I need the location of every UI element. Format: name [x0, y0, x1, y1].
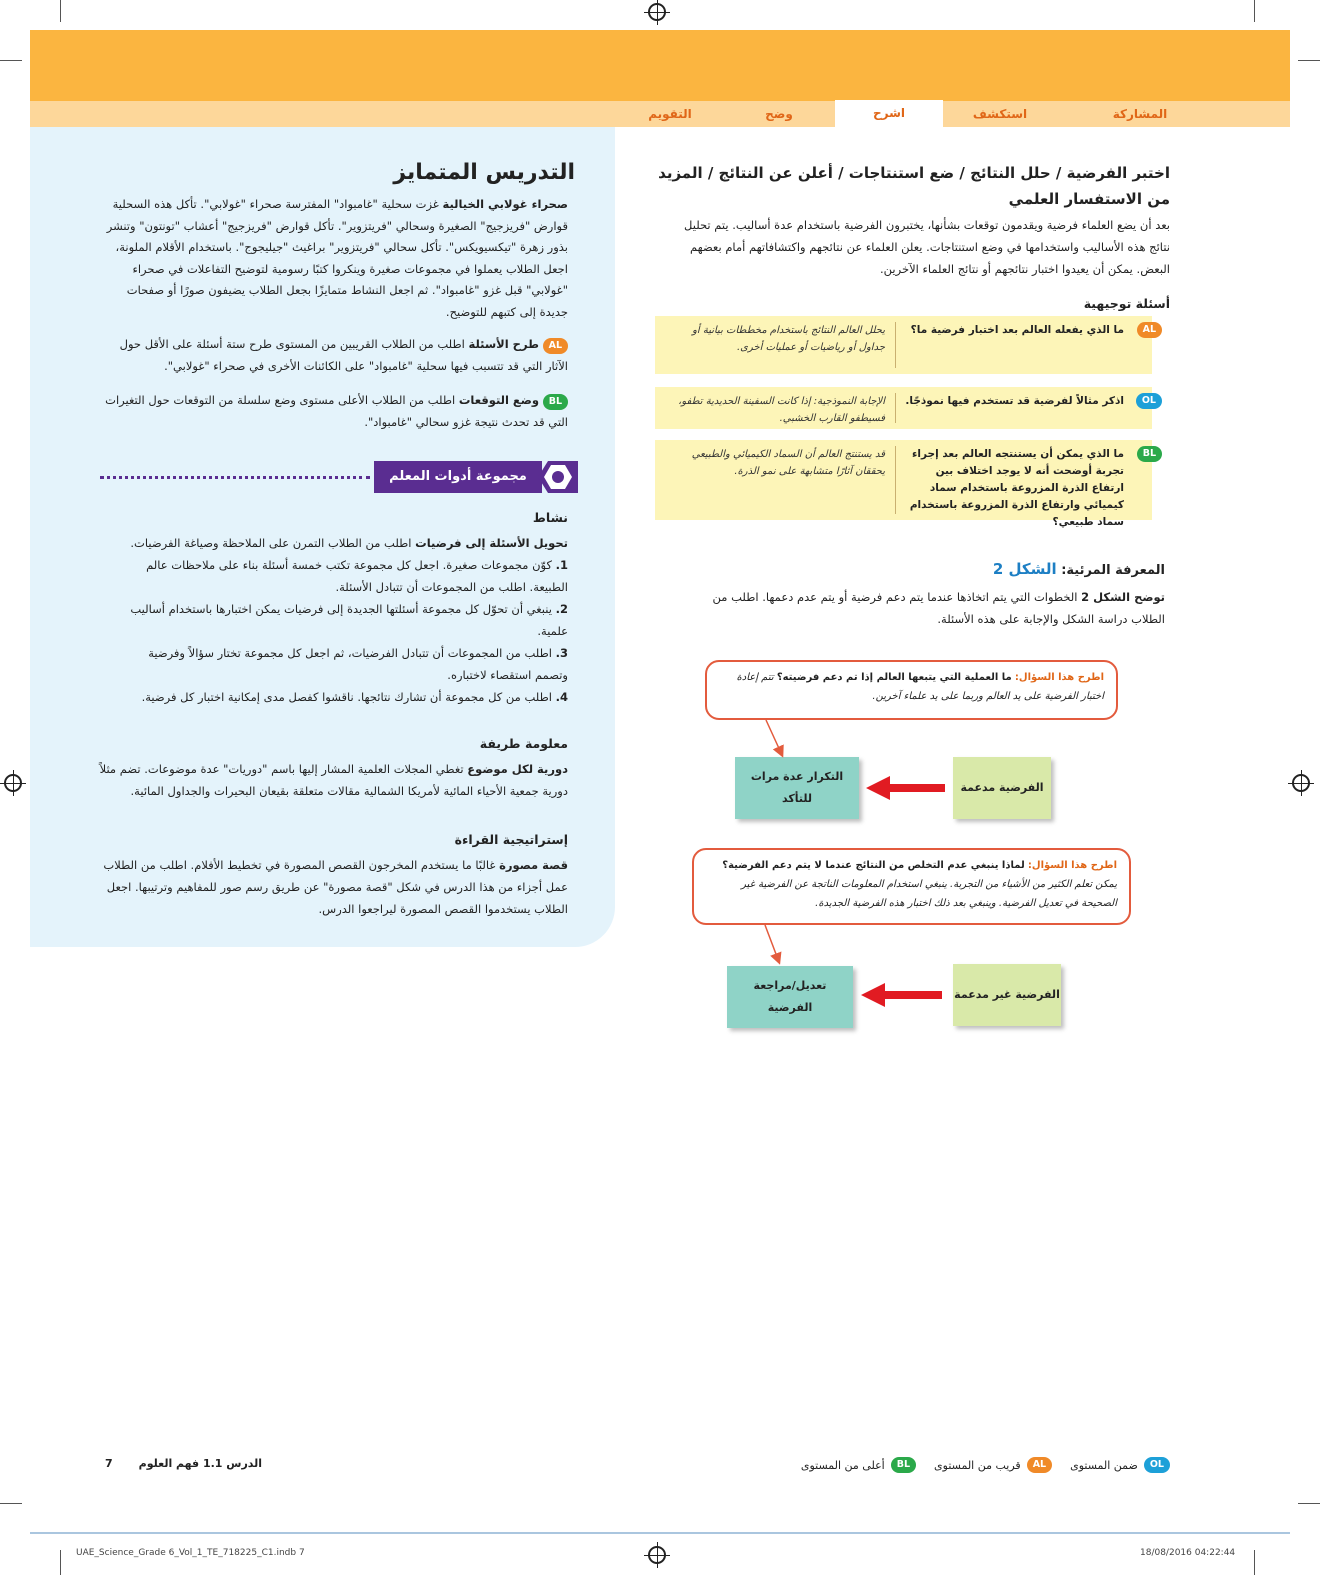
crop-mark — [60, 1550, 61, 1575]
list-item — [118, 554, 568, 598]
tab-engage[interactable]: المشاركة — [1112, 107, 1168, 121]
list-item — [118, 642, 568, 686]
slug-rule — [30, 1532, 1290, 1534]
visual-literacy-label: المعرفة المرئية: — [1061, 563, 1165, 578]
lesson-label: الدرس 1.1 فهم العلوم — [138, 1457, 263, 1470]
crop-mark — [60, 0, 61, 22]
question-callout-unsupported — [692, 848, 1131, 925]
tab-elaborate[interactable]: وضح — [765, 107, 793, 121]
al-text: اطلب من الطلاب القريبين من المستوى طرح ستة أسئلة على الأقل حول الآثار التي قد تتسبب فيها سحلية "غامبواد" على الكائنات الأخرى في صحراء "غولابي". — [119, 337, 568, 373]
activity-lead-text: اطلب من الطلاب التمرن على الملاحظة وصياغة الفرضيات. — [130, 536, 412, 550]
level-badge-ol: OL — [1136, 393, 1162, 409]
question-text: اذكر مثالاً لفرضية قد تستخدم فيها نموذجًا. — [905, 395, 1124, 407]
guiding-questions-title: أسئلة توجيهية — [1083, 296, 1170, 311]
reading-strategy-text — [98, 854, 568, 920]
callout-pointer — [765, 925, 779, 962]
step-text: ينبغي أن تحوّل كل مجموعة أسئلتها الجديدة إلى فرضيات يمكن اختبارها باستخدام أساليب علمية. — [130, 602, 568, 638]
hypothesis-supported-box: الفرضية مدعمة — [953, 757, 1051, 819]
tab-explore[interactable]: استكشف — [972, 107, 1028, 121]
callout-answer: تتم إعادة اختبار الفرضية على يد العالم وربما على يد علماء آخرين. — [736, 672, 1104, 702]
level-badge-ol: OL — [1144, 1457, 1170, 1473]
fun-fact-bold: دورية لكل موضوع — [467, 762, 568, 776]
legend-label: أعلى من المستوى — [800, 1458, 885, 1472]
visual-literacy-title — [993, 560, 1165, 578]
level-legend — [801, 1457, 1170, 1473]
callout-answer: يمكن تعلم الكثير من الأشياء من التجربة. ينبغي استخدام المعلومات الناتجة عن الفرضية غير الصحيحة في تعديل الفرضية. وينبغي بعد ذلك اختبار هذه الفرضية الجديدة. — [741, 879, 1117, 909]
ask-label: اطرح هذا السؤال: — [1027, 860, 1117, 871]
page-number: 7 — [105, 1457, 113, 1470]
legend-item — [1070, 1457, 1170, 1473]
intro-paragraph: بعد أن يضع العلماء فرضية ويقدمون توقعات بشأنها، يختبرون الفرضية باستخدام عدة أساليب. يتم تحليل نتائج هذه الأساليب واستخدامها في وضع استنتاجات. يعلن العلماء عن نتائجهم واكتشافاتهم أمام بعضهم البعض. يمكن أن يعيدوا اختبار نتائجهم أو نتائج العلماء الآخرين. — [684, 218, 1170, 276]
revise-box: تعديل/مراجعة الفرضية — [727, 966, 853, 1028]
crop-mark — [1254, 1550, 1255, 1575]
fun-fact-body: تغطي المجلات العلمية المشار إليها باسم "دوريات" عدة موضوعات. تضم مثلاً دورية جمعية الأحياء المائية لأمريكا الشمالية مقالات متعلقة بقيعان البحيرات والجداول المائية. — [99, 762, 568, 798]
step-number: 1. — [555, 558, 568, 572]
guiding-question-row — [655, 316, 1156, 374]
differentiated-lead — [98, 194, 568, 323]
callout-pointer — [766, 720, 782, 755]
question-callout-supported — [705, 660, 1118, 720]
activity-lead-bold: تحويل الأسئلة إلى فرضيات — [415, 536, 568, 550]
step-text: اطلب من المجموعات أن تتبادل الفرضيات، ثم اجعل كل مجموعة تختار سؤالاً وفرضية وتصمم استقصاء لاختباره. — [148, 646, 568, 682]
crop-mark — [1254, 0, 1255, 22]
list-item — [118, 686, 568, 708]
callout-question: لماذا ينبغي عدم التخلص من النتائج عندما لا يتم دعم الفرضية؟ — [722, 860, 1025, 871]
level-badge-bl: BL — [543, 394, 568, 410]
reading-body: غالبًا ما يستخدم المخرجون القصص المصورة في تخطيط الأفلام. اطلب من الطلاب عمل أجزاء من هذا الدرس في شكل "قصة مصورة" عن طريق رسم صور للمفاهيم وترتيبها. اجعل الطلاب يستخدموا القصص المصورة ليراجعوا الدرس. — [103, 858, 568, 916]
reading-bold: قصة مصورة — [499, 858, 568, 872]
legend-label: ضمن المستوى — [1070, 1458, 1138, 1472]
lead-bold: صحراء غولابي الخيالية — [442, 197, 568, 211]
activity-steps — [118, 554, 568, 708]
figure-reference: الشكل 2 — [992, 560, 1057, 578]
bl-bold: وضع التوقعات — [458, 393, 540, 407]
step-number: 4. — [555, 690, 568, 704]
step-text: اطلب من كل مجموعة أن تشارك نتائجها. ناقشوا كفصل مدى إمكانية اختبار كل فرضية. — [141, 690, 552, 704]
step-number: 3. — [555, 646, 568, 660]
page-footer-left — [105, 1457, 262, 1470]
legend-item — [934, 1457, 1052, 1473]
level-badge-al: AL — [1027, 1457, 1052, 1473]
level-badge-al: AL — [543, 338, 568, 354]
lead-text: غزت سحلية "غامبواد" المفترسة صحراء "غولابي". تأكل هذه السحلية قوارض "فريزجيج" الصغيرة وسحالي "فريتزوير". تأكل قوارض "فريزجيج" أعشاب "تونتون" وتنشر بذور زهرة "تيكسيويكس". تأكل سحالي "فريتزوير" براغيث "جيليجوج". باستخدام الأقلام الملونة، اجعل الطلاب يعملوا في مجموعات صغيرة وينكروا كتبًا رسومية لتوضيح التفاعلات في صحراء "غولابي" قبل غزو "غامبواد". ثم اجعل النشاط متمايزًا بجعل الطلاب يضيفون صورًا أو صفحات جديدة إلى كتبهم للتوضيح. — [106, 197, 568, 319]
header-banner — [30, 30, 1290, 102]
level-badge-al: AL — [1137, 322, 1162, 338]
crop-mark — [1298, 60, 1320, 61]
dotted-rule — [100, 476, 370, 479]
al-paragraph — [98, 334, 568, 377]
slug-date: 18/08/2016 04:22:44 — [1140, 1548, 1236, 1558]
hypothesis-unsupported-box: الفرضية غير مدعمة — [953, 964, 1061, 1026]
section-heading: اختبر الفرضية / حلل النتائج / ضع استنتاجات / أعلن عن النتائج / المزيد من الاستفسار العلمي — [658, 164, 1170, 208]
slug-filename: UAE_Science_Grade 6_Vol_1_TE_718225_C1.indb 7 — [76, 1548, 305, 1558]
question-text: ما الذي يفعله العالم بعد اختبار فرضية ما؟ — [910, 324, 1124, 336]
red-arrow-icon — [861, 983, 942, 1007]
list-item — [118, 598, 568, 642]
step-number: 2. — [555, 602, 568, 616]
ask-label: اطرح هذا السؤال: — [1014, 672, 1104, 683]
reading-strategy-title: إستراتيجية القراءة — [454, 832, 568, 847]
answer-text: الإجابة النموذجية: إذا كانت السفينة الحديدية تطفو، فسيطفو القارب الخشبي. — [678, 396, 885, 424]
crop-mark — [0, 1503, 22, 1504]
activity-title: نشاط — [532, 510, 568, 525]
toolkit-label: مجموعة أدوات المعلم — [374, 461, 542, 493]
al-bold: طرح الأسئلة — [468, 337, 539, 351]
legend-item — [801, 1457, 916, 1473]
answer-text: يحلل العالم النتائج باستخدام مخططات بيانية أو جداول أو رياضيات أو عمليات أخرى. — [692, 325, 885, 353]
guiding-question-row — [655, 387, 1156, 429]
crop-mark — [0, 60, 22, 61]
bl-text: اطلب من الطلاب الأعلى مستوى وضع سلسلة من التوقعات حول التغيرات التي قد تحدث نتيجة غزو سحالي "غامبواد". — [105, 393, 568, 429]
level-badge-bl: BL — [891, 1457, 916, 1473]
lesson-tabs — [30, 101, 1290, 127]
callout-question: ما العملية التي يتبعها العالم إذا تم دعم فرضيته؟ — [776, 672, 1012, 683]
registration-mark-icon — [1292, 774, 1310, 792]
answer-text: قد يستنتج العالم أن السماد الكيميائي والطبيعي يحققان آثارًا متشابهة على نمو الذرة. — [691, 449, 885, 477]
activity-lead — [98, 532, 568, 554]
registration-mark-icon — [4, 774, 22, 792]
differentiated-title: التدريس المتمايز — [393, 160, 575, 185]
step-text: كوّن مجموعات صغيرة. اجعل كل مجموعة تكتب خمسة أسئلة بناء على ملاحظات عالم الطبيعة. اطلب من المجموعات أن تتبادل الأسئلة. — [146, 558, 568, 594]
tab-evaluate[interactable]: التقويم — [648, 107, 692, 121]
tab-explain[interactable]: اشرح — [835, 100, 943, 128]
bl-paragraph — [98, 390, 568, 433]
teacher-toolkit-ribbon — [100, 461, 578, 493]
level-badge-bl: BL — [1137, 446, 1162, 462]
guiding-question-row — [655, 440, 1156, 528]
registration-mark-icon — [648, 3, 666, 21]
fun-fact-text — [98, 758, 568, 802]
visual-literacy-text — [685, 586, 1165, 630]
red-arrow-icon — [866, 776, 945, 800]
fun-fact-title: معلومة طريفة — [479, 736, 568, 751]
visual-text-lead: توضح الشكل 2 — [1081, 590, 1165, 604]
visual-text-body: الخطوات التي يتم اتخاذها عندما يتم دعم فرضية أو يتم عدم دعمها. اطلب من الطلاب دراسة الشكل والإجابة على هذه الأسئلة. — [712, 590, 1165, 626]
legend-label: قريب من المستوى — [934, 1458, 1021, 1472]
repeat-box: التكرار عدة مرات للتأكد — [735, 757, 859, 819]
crop-mark — [1298, 1503, 1320, 1504]
question-text: ما الذي يمكن أن يستنتجه العالم بعد إجراء تجربة أوضحت أنه لا يوجد اختلاف بين ارتفاع الذرة المزروعة باستخدام سماد كيميائي وارتفاع الذرة المزروعة باستخدام سماد طبيعي؟ — [909, 448, 1124, 528]
registration-mark-icon — [648, 1546, 666, 1564]
